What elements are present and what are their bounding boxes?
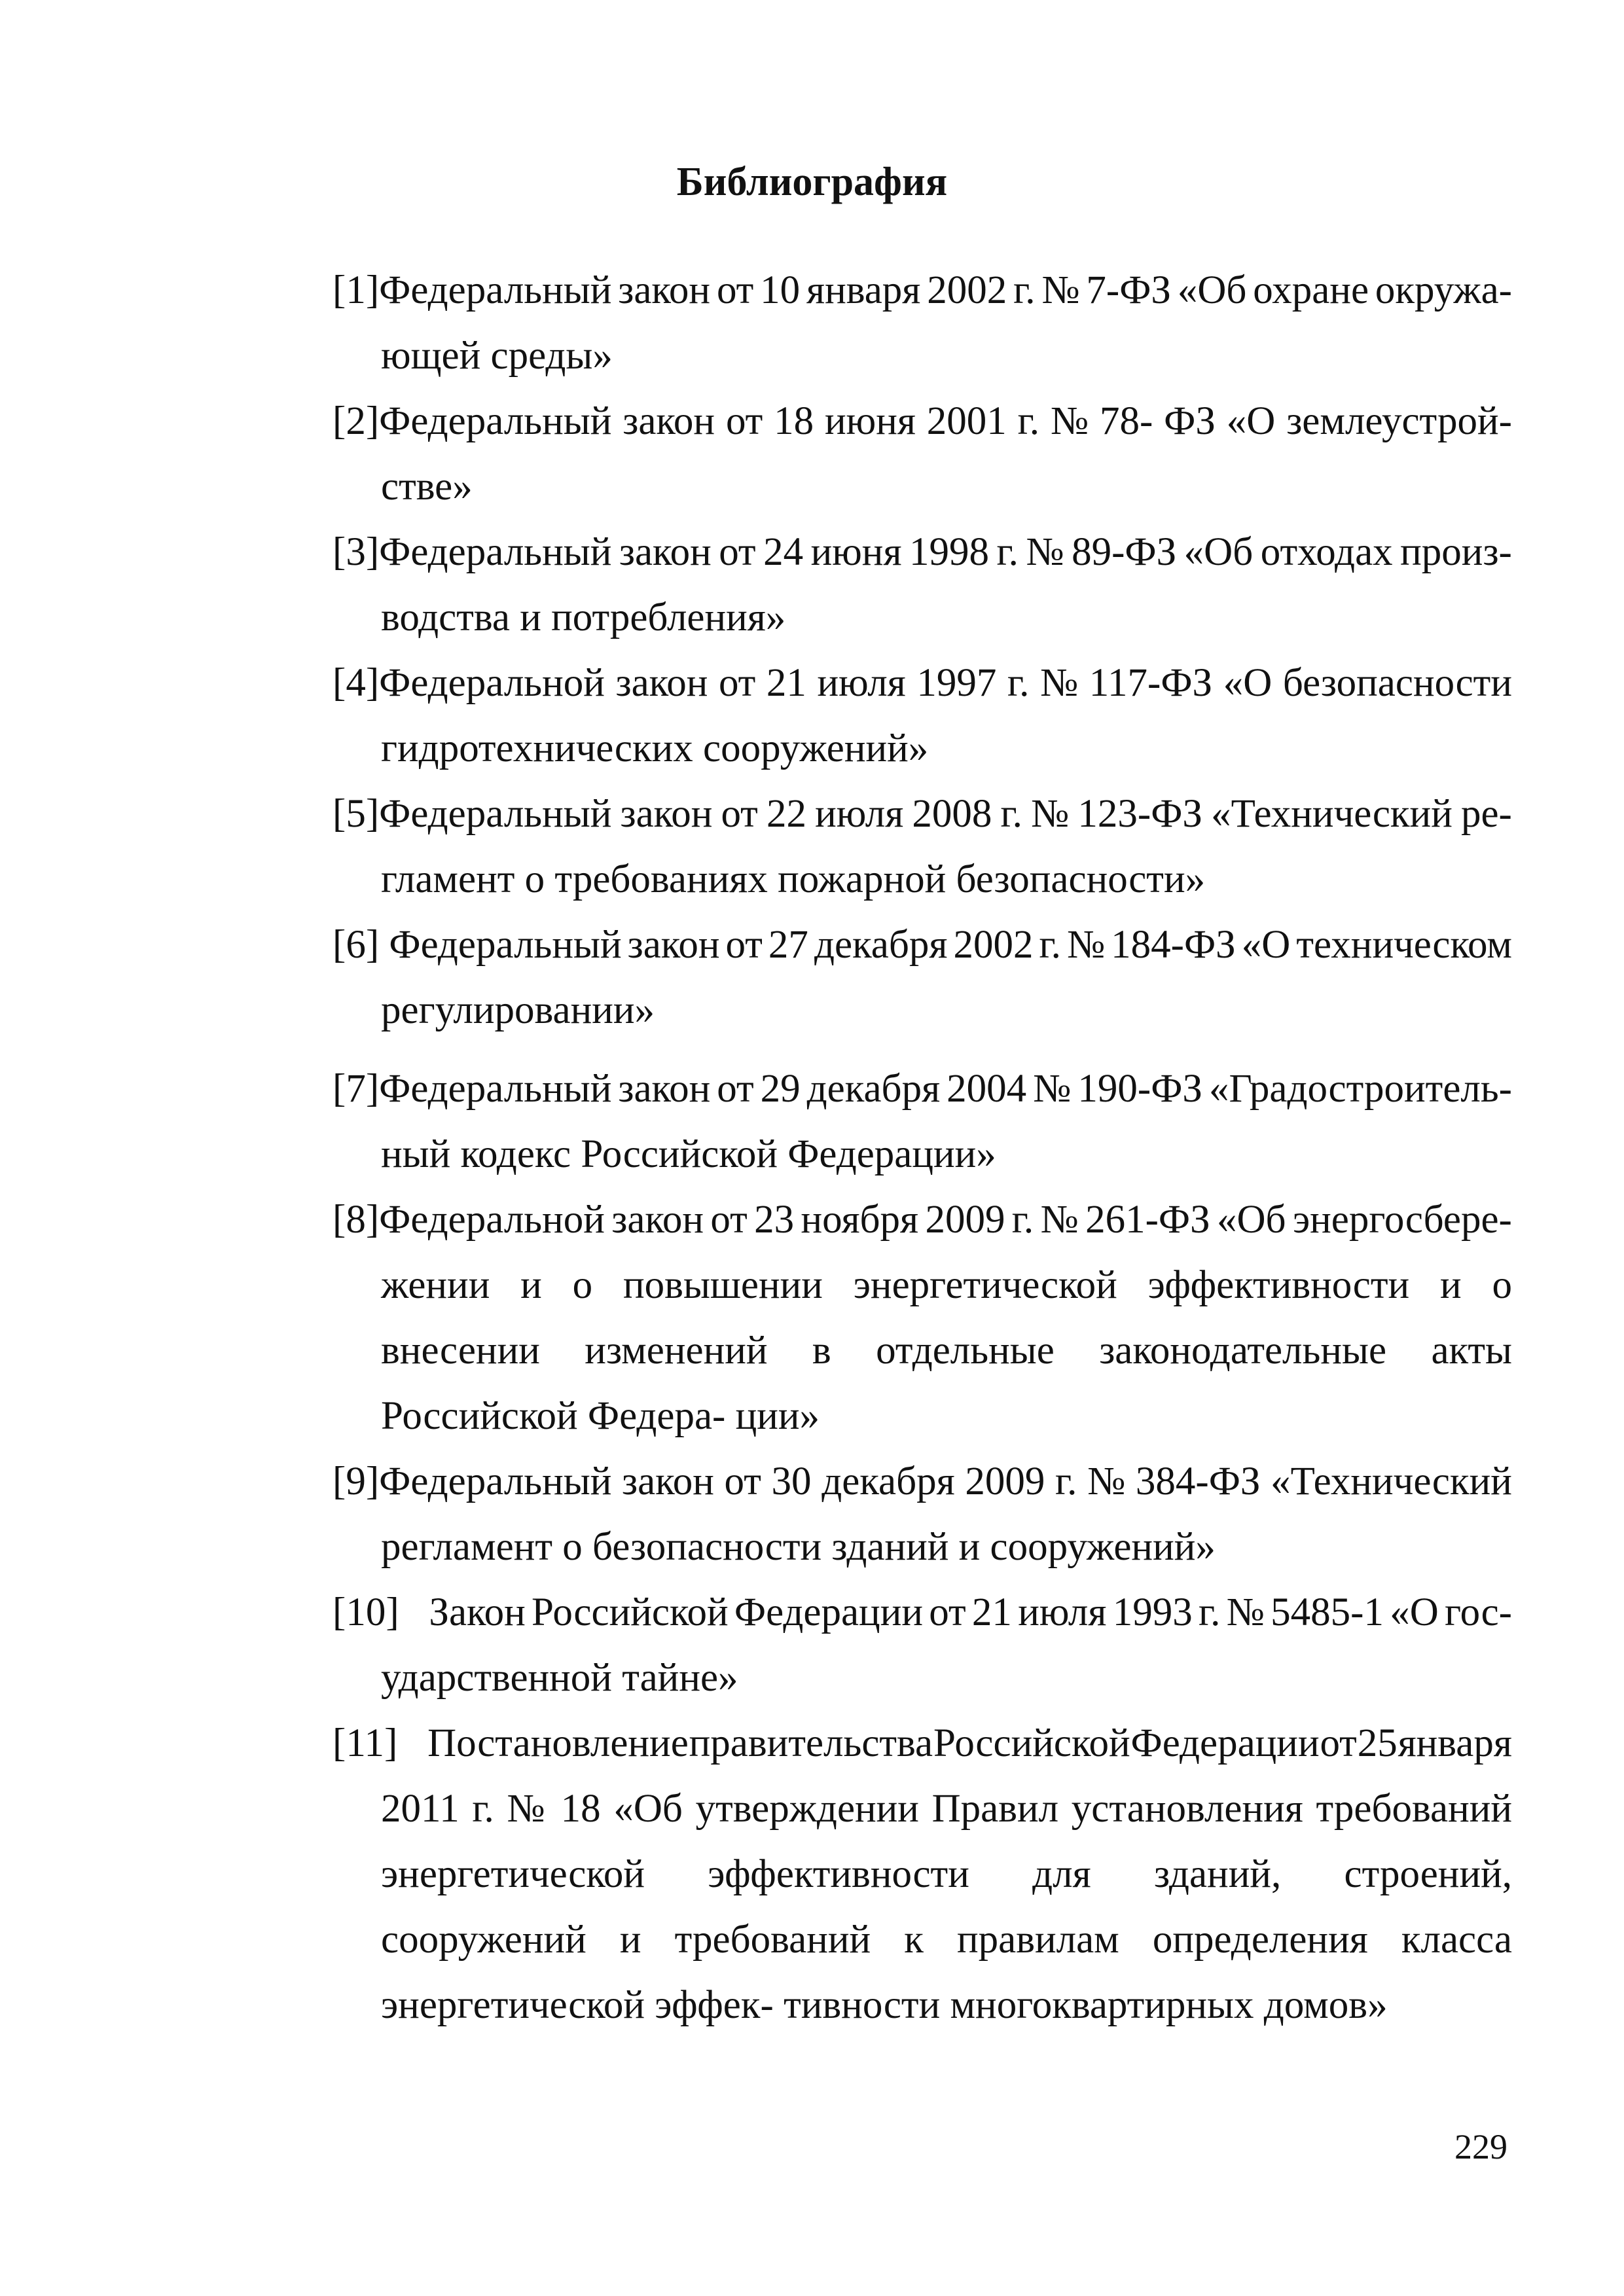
reference-continuation: 2011 г. № 18 «Об утверждении Правил установления требований энергетической эффективности для зданий, строений, сооружений и требований к правилам определения класса энергетической эффек- тивности многоквартирных домов» (381, 1787, 1512, 2027)
reference-first-line (379, 781, 1512, 847)
reference-number: [3] (333, 530, 380, 574)
reference-number: [9] (333, 1460, 380, 1503)
reference-number: [4] (333, 661, 380, 705)
reference-word: № (1026, 530, 1064, 574)
reference-word: г. (1198, 1590, 1221, 1634)
reference-word: декабря (821, 1460, 955, 1503)
reference-word: г. (1000, 792, 1022, 836)
reference-word: от (716, 268, 754, 312)
page-number: 229 (1454, 2127, 1507, 2166)
reference-word: от (719, 530, 756, 574)
reference-word: 2002 (953, 923, 1034, 967)
reference-word: закон (627, 923, 720, 967)
reference-word: Федеральной (379, 1198, 605, 1242)
reference-word: окружа- (1375, 268, 1512, 312)
reference-word: 1997 (916, 661, 997, 705)
reference-word: 21 (766, 661, 806, 705)
reference-continuation: стве» (381, 465, 473, 509)
reference-continuation: гидротехнических сооружений» (381, 726, 929, 770)
reference-word: декабря (814, 923, 948, 967)
reference-word: Федерации (734, 1590, 923, 1634)
reference-number: [10] (333, 1590, 429, 1634)
reference-word: № (1031, 792, 1070, 836)
reference-first-line (379, 1056, 1512, 1122)
reference-number: [8] (333, 1198, 380, 1242)
reference-word: Федеральный (379, 1067, 612, 1111)
reference-word: Постановление (427, 1721, 689, 1765)
reference-word: г. (1011, 1198, 1034, 1242)
reference-word: от (725, 923, 763, 967)
reference-word: от (718, 661, 756, 705)
reference-word: 23 (754, 1198, 795, 1242)
reference-first-line (429, 1580, 1512, 1645)
reference-word: Российской (532, 1590, 729, 1634)
reference-word: 384-ФЗ (1135, 1460, 1261, 1503)
reference-word: закон (623, 399, 715, 443)
reference-word: 78- (1099, 399, 1153, 443)
reference-first-line (427, 1711, 1512, 1776)
reference-word: «О (1226, 399, 1276, 443)
reference-first-line (389, 912, 1512, 978)
reference-continuation: гламент о требованиях пожарной безопасности» (381, 857, 1206, 901)
reference-word: 2009 (965, 1460, 1045, 1503)
reference-word: ФЗ (1164, 399, 1216, 443)
reference-word: 184-ФЗ (1111, 923, 1236, 967)
reference-word: июня (810, 530, 902, 574)
reference-word: Федеральной (379, 661, 605, 705)
reference-word: Федерации (1130, 1721, 1320, 1765)
reference-word: закон (615, 661, 708, 705)
reference-word: «Технический (1211, 792, 1453, 836)
reference-word: от (929, 1590, 966, 1634)
reference-word: 2008 (912, 792, 992, 836)
reference-word: Российской (933, 1721, 1130, 1765)
reference-word: «Технический (1271, 1460, 1512, 1503)
reference-word: 7-ФЗ (1086, 268, 1171, 312)
reference-word: января (806, 268, 921, 312)
reference-word: 2009 (925, 1198, 1005, 1242)
reference-word: Федеральный (379, 268, 612, 312)
reference-word: 29 (760, 1067, 801, 1111)
reference-word: № (1087, 1460, 1126, 1503)
reference-word: 22 (766, 792, 806, 836)
reference-word: 24 (763, 530, 804, 574)
reference-word: «О (1390, 1590, 1439, 1634)
reference-word: закон (618, 1067, 711, 1111)
reference-word: № (1039, 661, 1079, 705)
reference-word: г. (1017, 399, 1040, 443)
reference-word: № (1050, 399, 1089, 443)
reference-word: 261-ФЗ (1085, 1198, 1210, 1242)
reference-word: закон (622, 1460, 714, 1503)
reference-item (333, 651, 1512, 781)
reference-word: «Градостроитель- (1208, 1067, 1512, 1111)
reference-word: закон (620, 792, 713, 836)
reference-word: Федеральный (379, 399, 612, 443)
reference-word: г. (1007, 661, 1030, 705)
reference-word: 1993 (1112, 1590, 1193, 1634)
reference-word: 1998 (909, 530, 989, 574)
reference-first-line (379, 389, 1512, 454)
reference-word: закон (618, 268, 711, 312)
reference-word: Федеральный (379, 1460, 612, 1503)
reference-word: г. (996, 530, 1019, 574)
reference-first-line (379, 1449, 1512, 1515)
reference-word: от (725, 399, 763, 443)
reference-first-line (379, 1187, 1512, 1253)
reference-word: охране (1253, 268, 1369, 312)
reference-word: «О (1223, 661, 1272, 705)
reference-word: безопасности (1282, 661, 1512, 705)
reference-number: [5] (333, 792, 380, 836)
reference-continuation: жении и о повышении энергетической эффективности и о внесении изменений в отдельные законодательные акты Российской Федера- ции» (381, 1263, 1512, 1438)
reference-continuation: водства и потребления» (381, 596, 786, 639)
reference-word: «О (1241, 923, 1291, 967)
reference-item (333, 1056, 1512, 1187)
reference-word: «Об (1177, 268, 1247, 312)
reference-item (333, 1449, 1512, 1580)
reference-first-line (379, 651, 1512, 716)
reference-first-line (379, 258, 1512, 323)
reference-item (333, 258, 1512, 389)
reference-word: энергосбере- (1292, 1198, 1512, 1242)
reference-word: 2001 (926, 399, 1007, 443)
reference-word: правительства (689, 1721, 933, 1765)
reference-word: от (721, 792, 758, 836)
reference-word: Федеральный (379, 792, 612, 836)
reference-word: г. (1013, 268, 1036, 312)
reference-word: № (1041, 268, 1080, 312)
reference-word: 2002 (927, 268, 1007, 312)
reference-item (333, 1187, 1512, 1449)
reference-word: декабря (806, 1067, 941, 1111)
reference-word: «Об (1183, 530, 1254, 574)
reference-word: 123-ФЗ (1077, 792, 1202, 836)
reference-first-line (379, 520, 1512, 585)
reference-item (333, 520, 1512, 651)
reference-word: Федеральный (389, 923, 622, 967)
reference-word: ре- (1460, 792, 1512, 836)
reference-word: июня (825, 399, 916, 443)
reference-word: от (1320, 1721, 1357, 1765)
reference-word: № (1033, 1067, 1072, 1111)
reference-word: 190-ФЗ (1077, 1067, 1202, 1111)
reference-word: «Об (1217, 1198, 1286, 1242)
reference-continuation: регулировании» (381, 988, 655, 1032)
reference-item (333, 1711, 1512, 2038)
reference-word: января (1398, 1721, 1512, 1765)
reference-word: отходах (1260, 530, 1393, 574)
reference-word: закон (611, 1198, 704, 1242)
reference-word: гос- (1445, 1590, 1512, 1634)
reference-word: 5485-1 (1271, 1590, 1384, 1634)
reference-number: [2] (333, 399, 380, 443)
reference-word: г. (1039, 923, 1061, 967)
reference-number: [6] (333, 923, 389, 967)
reference-word: от (724, 1460, 761, 1503)
reference-word: от (717, 1067, 754, 1111)
reference-word: ноября (801, 1198, 919, 1242)
reference-word: 25 (1357, 1721, 1398, 1765)
reference-word: июля (815, 792, 904, 836)
reference-continuation: регламент о безопасности зданий и сооружений» (381, 1525, 1216, 1569)
reference-item (333, 912, 1512, 1043)
reference-word: произ- (1400, 530, 1512, 574)
reference-word: 10 (760, 268, 801, 312)
reference-item (333, 781, 1512, 912)
reference-continuation: ударственной тайне» (381, 1656, 738, 1700)
reference-word: 2004 (947, 1067, 1027, 1111)
reference-word: 18 (774, 399, 814, 443)
reference-continuation: ющей среды» (381, 334, 613, 378)
reference-continuation: ный кодекс Российской Федерации» (381, 1132, 996, 1176)
reference-word: 89-ФЗ (1072, 530, 1177, 574)
reference-word: техническом (1296, 923, 1512, 967)
reference-word: № (1226, 1590, 1265, 1634)
reference-word: Закон (429, 1590, 526, 1634)
reference-word: от (710, 1198, 748, 1242)
reference-word: 21 (971, 1590, 1012, 1634)
reference-word: закон (619, 530, 712, 574)
reference-word: июля (1018, 1590, 1107, 1634)
reference-number: [1] (333, 268, 380, 312)
reference-number: [7] (333, 1067, 380, 1111)
reference-word: 30 (771, 1460, 812, 1503)
reference-item (333, 389, 1512, 520)
reference-item (333, 1580, 1512, 1711)
reference-word: 27 (768, 923, 808, 967)
reference-word: 117-ФЗ (1089, 661, 1213, 705)
reference-number: [11] (333, 1721, 428, 1765)
reference-word: июля (817, 661, 906, 705)
page-title: Библиография (676, 160, 948, 204)
reference-word: г. (1055, 1460, 1077, 1503)
reference-word: № (1066, 923, 1106, 967)
reference-word: Федеральный (379, 530, 612, 574)
reference-word: № (1040, 1198, 1079, 1242)
reference-word: землеустрой- (1286, 399, 1512, 443)
